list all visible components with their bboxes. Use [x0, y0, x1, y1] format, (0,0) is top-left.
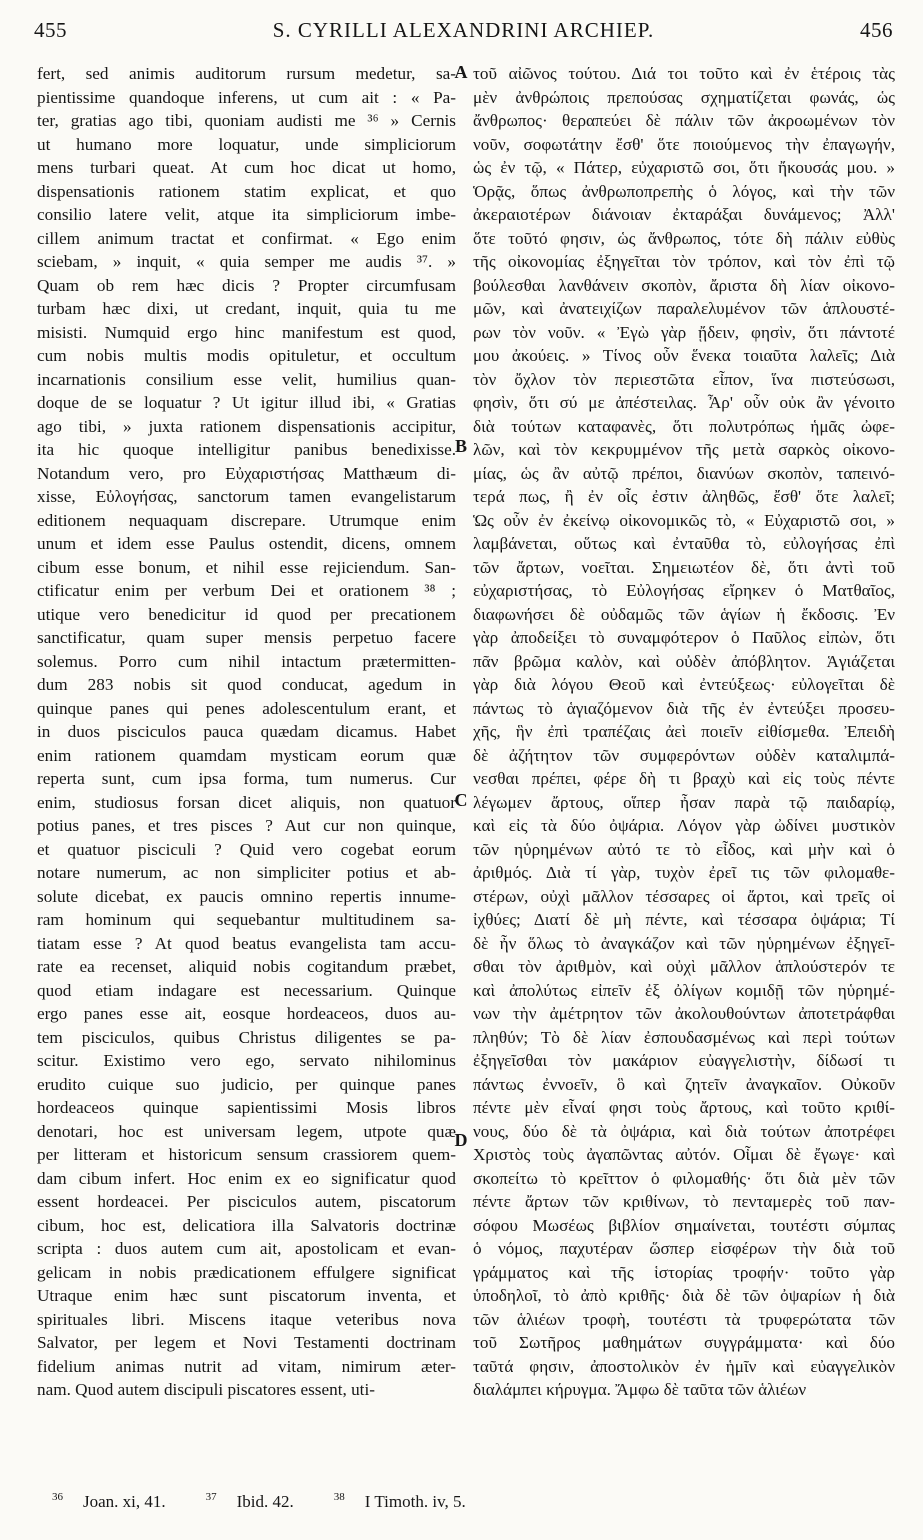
latin-text-line: enim, studiosus forsan dicet aliquis, non quatuor — [37, 792, 456, 812]
greek-text-line: τῶν ηὑρημένων αὐτό τε τὸ εἶδος, καὶ μὴν καὶ ὁ — [473, 839, 895, 859]
greek-text-line: νων τὴν ἀμέτρητον τῶν ἀκολουθούντων ἀποτετράφθαι — [473, 1004, 895, 1023]
latin-text-line: scitur. Existimo vero ego, servato nihilominus — [37, 1051, 456, 1070]
latin-text-line: ut humano more loquatur, unde simpliciorum — [37, 134, 456, 154]
latin-text-line: cibum esse bonum, et nihil esse rejiciendum. San- — [37, 557, 456, 577]
greek-text-line: τῆς οἰκονομίας ἐξηγεῖται τὸν τρόπον, καὶ τὸν ἐπὶ τῷ — [473, 252, 895, 271]
greek-text-line: πληθύν; Τὸ δὲ λίαν ἐσπουδασμένως καὶ περὶ τούτων — [473, 1027, 895, 1047]
footnote-number: 36 — [52, 1491, 63, 1503]
greek-text-line: διαφωνήσει δὲ οὐδαμῶς τῶν ἁγίων ἡ ἔκδοσις. Ἐν — [473, 604, 895, 624]
greek-text-line: πᾶν βρῶμα καλὸν, καὶ οὐδὲν ἀπόβλητον. Ἁγιάζεται — [473, 651, 895, 671]
latin-text-line: in duos pisciculos pauca quædam dicamus. Habet — [37, 722, 456, 741]
footnote — [206, 1492, 314, 1511]
greek-text-line: πέντε μὲν εἶναί φησι τοὺς ἄρτους, καὶ τοῦτο κριθί- — [473, 1098, 895, 1117]
latin-text-line: doque de se loquatur ? Ut igitur illud ibi, « Gratias — [37, 393, 456, 412]
footnote-number: 38 — [333, 1491, 345, 1503]
greek-text-line: πάντως ἐννοεῖν, ὃ καὶ ζητεῖν ἀναγκαῖον. Οὐκοῦν — [473, 1074, 895, 1094]
greek-text-line: στέρων, οὐχὶ μᾶλλον τέσσαρες οἱ ἄρτοι, καὶ τρεῖς οἱ — [473, 886, 895, 906]
latin-text-line: Quam ob rem hæc dicis ? Propter circumfusam — [37, 275, 456, 295]
greek-text-line: τοῦ αἰῶνος τούτου. Διά τοι τοῦτο καὶ ἐν ἑτέροις τὰς — [473, 64, 895, 83]
greek-text-line: Ὁρᾷς, ὅπως ἀνθρωποπρεπὴς ὁ λόγος, καὶ τὴν τῶν — [473, 181, 895, 201]
greek-text-line: μίας, ὡς ἂν αὐτῷ πρέποι, διανύων σκοπὸν, ταπεινό- — [473, 463, 895, 483]
latin-text-line: nam. Quod autem discipuli piscatores essent, uti- — [37, 1380, 375, 1399]
greek-text-line: ὑποδηλοῖ, τὸ ἀπὸ κριθῆς· διὰ δὲ τῶν ὀψαρίων ἡ διὰ — [473, 1286, 895, 1305]
greek-text-line: ρων τὸν νοῦν. « Ἐγὼ γὰρ ᾔδειν, φησὶν, ὅτι πάντοτέ — [473, 322, 895, 342]
latin-text-line: utique vero benedicitur id quod per precationem — [37, 604, 456, 624]
greek-text-line: σθαι τὸν ἀριθμὸν, καὶ οὐχὶ μᾶλλον ἁπλούστερόν τε — [473, 957, 895, 976]
latin-text-line: rate ea recenset, aliquid nobis cogitandum præbet, — [37, 957, 456, 976]
greek-text-line: καὶ ἀπολύτως εἰπεῖν ἐξ ὀλίγων κομιδῇ τῶν ηὑρημέ- — [473, 980, 895, 1000]
greek-text-line: πέντε ἄρτων τῶν κριθίνων, τὸ πενταμερὲς τοῦ παν- — [473, 1192, 895, 1211]
greek-text-line: εὐχαριστήσας, τὸ Εὐλογήσας εἴρηκεν ὁ Ματθαῖος, — [473, 581, 895, 600]
greek-text-line: δὲ ἦν ὅλως τὸ ἀναγκάζον καὶ τῶν ηὑρημένων ἐξηγεῖ- — [473, 933, 895, 953]
latin-text-line: dispensationis rationem statim explicat, et quo — [37, 181, 456, 201]
greek-text-line: καὶ εἰς τὰ δύο ὀψάρια. Λόγον γὰρ ὠδίνει μυστικὸν — [473, 816, 895, 835]
greek-text-line: πάντως τὸ ἁγιαζόμενον διὰ τῆς ἐν ἐντεύξει προσευ- — [473, 698, 895, 718]
latin-text-line: potius panes, et tres pisces ? Aut cur non quinque, — [37, 816, 456, 835]
greek-text-line: μὲν ἀνθρώποις πρεπούσας σχηματίζεται φωνάς, ὡς — [473, 87, 895, 107]
greek-text-line: τοῦ Σωτῆρος μαθημάτων συγγράμματα· καὶ δύο — [473, 1333, 895, 1352]
greek-text-line: σκοπείτω τὸ κρεῖττον ὁ φιλομαθής· ὅτι διὰ μὲν τῶν — [473, 1168, 895, 1188]
footnote — [334, 1492, 486, 1511]
greek-text-line: τῶν ἁλιέων τροφὴ, τουτέστι τὰ τρυφερώτατα τῶν — [473, 1309, 895, 1329]
greek-text-line: τὸν ὄχλον τὸν περιεστῶτα εἶπον, ἵνα πιστεύσωσι, — [473, 369, 895, 389]
latin-text-line: ita hic quoque intelligitur panibus benedixisse. — [37, 440, 456, 459]
latin-text-line: reperta sunt, cum ipsa forma, tum numerus. Cur — [37, 769, 456, 788]
latin-text-line: scripta : duos autem cum ait, apostolicam et evan- — [37, 1239, 456, 1258]
section-marker-a: A — [454, 62, 468, 82]
latin-text-line: consilio latere velit, atque ita simpliciorum imbe- — [37, 205, 456, 224]
latin-text-line: quod etiam indagare est necessarium. Quinque — [37, 980, 456, 1000]
section-marker-b: B — [454, 436, 467, 456]
greek-text-line: χῆς, ἣν ἐπὶ τραπέζαις ἀεὶ ποιεῖν εἰθίσμεθα. Ἐπειδὴ — [473, 722, 895, 741]
footnote-number: 37 — [205, 1491, 217, 1503]
latin-text-line: notare numerum, ac non simpliciter potius et ab- — [37, 863, 456, 882]
greek-text-line: μου ἀκούεις. » Τίνος οὖν ἕνεκα τοιαῦτα λαλεῖς; Διὰ — [473, 346, 895, 365]
section-marker-c: C — [454, 790, 468, 810]
footnote — [52, 1492, 186, 1511]
footnotes — [52, 1491, 472, 1512]
greek-text-line: ἀριθμός. Διὰ τί γὰρ, τυχὸν ἐρεῖ τις τῶν φιλομαθε- — [473, 863, 895, 882]
greek-text-line: γράμματος καὶ τῆς ἱστορίας τροφήν· τοῦτο γὰρ — [473, 1262, 895, 1282]
greek-text-line: διὰ τούτων καταφανὲς, ὅτι πολυτρόπως ἡμᾶς ὠφε- — [473, 416, 895, 436]
latin-text-line: spirituales libri. Miscens itaque veteribus nova — [37, 1309, 456, 1329]
section-marker-d: D — [454, 1130, 468, 1150]
latin-column — [37, 62, 456, 1402]
greek-text-line: γὰρ διὰ λόγου Θεοῦ καὶ ἐντεύξεως· εὐλογεῖται δὲ — [473, 675, 895, 694]
latin-text-line: enim rationem quamdam mysticam eorum quæ — [37, 745, 456, 765]
greek-text-line: ὅτε τοῦτό φησιν, ὡς ἄνθρωπος, τότε δὴ πάλιν εὐθὺς — [473, 228, 895, 248]
latin-text-line: quinque panes qui penes adolescentulum erant, et — [37, 698, 456, 718]
latin-text-line: dum 283 nobis sit quod conducat, agedum in — [37, 675, 456, 694]
latin-text-line: erudito cuique suo judicio, per quinque panes — [37, 1074, 456, 1094]
footnote-reference: Joan. xi, 41. — [83, 1491, 166, 1511]
latin-text-line: cibum, hoc est, delicatiora illa Salvatoris doctrinæ — [37, 1215, 456, 1235]
latin-text-line: misisti. Numquid ergo hinc manifestum est quod, — [37, 322, 456, 342]
greek-text-line: ἐξηγεῖσθαι τὸν μακάριον εὐαγγελιστὴν, δίδωσί τι — [473, 1051, 895, 1070]
latin-text-line: dam cibum infert. Hoc enim ex eo significatur quod — [37, 1168, 456, 1188]
greek-text-line: ὡς ἐν τῷ, « Πάτερ, εὐχαριστῶ σοι, ὅτι ἤκουσάς μου. » — [473, 158, 895, 177]
page-number-right: 456 — [860, 18, 893, 42]
greek-text-line: βούλεσθαι λανθάνειν σκοπὸν, ἄριστα δὴ λίαν οἰκονο- — [473, 275, 895, 295]
latin-text-line: turbam hæc dixi, ut credant, inquit, quia tu me — [37, 299, 456, 318]
greek-text-line: μῶν, καὶ ἀνατειχίζων παραλελυμένον τῶν ἁπλουστέ- — [473, 299, 895, 318]
greek-column — [473, 62, 895, 1402]
latin-text-line: solute dicebat, ex paucis omnino repertis innume- — [37, 886, 456, 906]
latin-text-line: sciebam, » inquit, « quia semper me audis ³⁷. » — [37, 252, 456, 271]
latin-text-line: mens turbari queat. At cum hoc dicat ut homo, — [37, 158, 456, 177]
greek-text-line: λέγωμεν ἄρτους, οἵπερ ἦσαν παρὰ τῷ παιδαρίῳ, — [473, 792, 895, 812]
latin-text-line: solemus. Porro cum nihil intactum prætermitten- — [37, 651, 456, 671]
latin-text-line: Utraque enim hæc sunt piscatorum inventa, et — [37, 1286, 456, 1305]
footnote-reference: I Timoth. iv, 5. — [364, 1491, 466, 1511]
latin-text-line: Notandum vero, pro Εὐχαριστήσας Matthæum di- — [37, 463, 456, 483]
greek-text-line: νοῦν, σοφωτάτην ἔσθ' ὅτε ποιούμενος τὴν ἐπαγωγήν, — [473, 134, 895, 154]
latin-text-line: fidelium animas nutrit ad vitam, nimirum æter- — [37, 1356, 456, 1376]
greek-text-line: ἰχθύες; Διατί δὲ μὴ πέντε, καὶ τέσσαρα ὀψάρια; Τί — [473, 910, 895, 929]
latin-text-line: fert, sed animis auditorum rursum medetur, sa- — [37, 64, 456, 83]
latin-text-line: tem pisciculos, quibus Christus diligentes se pa- — [37, 1027, 456, 1047]
greek-text-line: ταῦτά φησιν, ἀποστολικὸν ἐν ἡμῖν καὶ εὐαγγελικὸν — [473, 1356, 895, 1376]
latin-text-line: incarnationis consilium esse velit, humilius quan- — [37, 369, 456, 389]
greek-text-line: νεσθαι πρέπει, φέρε δὴ τι βραχὺ καὶ εἰς τοὺς πέντε — [473, 769, 895, 788]
latin-text-line: cillem animum tractat et confirmat. « Ego enim — [37, 228, 456, 248]
latin-text-line: denotari, hoc est universam legem, utpote quæ — [37, 1121, 456, 1141]
latin-text-line: Salvator, per legem et Novi Testamenti doctrinam — [37, 1333, 456, 1352]
greek-text-line: τερά πως, ἢ ἐν οἷς ἐστιν ἀληθῶς, ἔσθ' ὅτε λαλεῖ; — [473, 487, 895, 506]
latin-text-line: et quatuor pisciculi ? Quid vero cogebat eorum — [37, 839, 456, 859]
latin-text-line: essent hordeacei. Per pisciculos autem, piscatorum — [37, 1192, 456, 1211]
footnote-reference: Ibid. 42. — [236, 1491, 294, 1511]
greek-text-line: ὁ νόμος, παχυτέραν ὥσπερ εἰσφέρων τὴν διὰ τοῦ — [473, 1239, 895, 1258]
greek-text-line: γὰρ ἀποδείξει τὸ συναμφότερον ὁ Παῦλος εἰπὼν, ὅτι — [473, 628, 895, 647]
greek-text-line: ἀκεραιοτέρων διάνοιαν ἐκταράξαι δυνάμενος; Ἀλλ' — [473, 205, 895, 224]
greek-text-line: δὲ ἀζήτητον τῶν συμφερόντων οὐδὲν καταλιμπά- — [473, 745, 895, 765]
greek-text-line: λῶν, καὶ τὸν κεκρυμμένον τῆς μετὰ σαρκὸς οἰκονο- — [473, 440, 895, 459]
latin-text-line: ter, gratias ago tibi, quoniam audisti me ³⁶ » Cernis — [37, 111, 456, 130]
greek-text-line: ἄνθρωπος· θεραπεύει δὲ πάλιν τῶν ἀκροωμένων τὸν — [473, 111, 895, 130]
greek-text-line: Χριστὸς τοὺς ἀγαπῶντας αὐτόν. Οἶμαι δὲ ἔγωγε· καὶ — [473, 1145, 895, 1164]
greek-text-line: σόφου Μωσέως βιβλίον σημαίνεται, τουτέστι σύμπας — [473, 1215, 895, 1235]
greek-text-line: φησὶν, ὅτι σύ με ἀπέστειλας. Ἆρ' οὖν οὐκ ἂν γένοιτο — [473, 393, 895, 412]
running-header — [34, 18, 893, 48]
running-title: S. CYRILLI ALEXANDRINI ARCHIEP. — [272, 18, 655, 42]
greek-text-line: Ὡς οὖν ἐν ἐκείνῳ οἰκονομικῶς τὸ, « Εὐχαριστῶ σοι, » — [473, 510, 895, 530]
latin-text-line: xisse, Εὐλογήσας, sanctorum tamen evangelistarum — [37, 487, 456, 506]
latin-text-line: gelicam in nobis prædicationem effulgere significat — [37, 1262, 456, 1282]
greek-text-line: λαμβάνεται, οὕτως καὶ ἐνταῦθα τὸ, εὐλογήσας ἐπὶ — [473, 534, 895, 553]
greek-text-line: νους, δύο δὲ τὰ ὀψάρια, καὶ διὰ τούτων ἀποτρέφει — [473, 1121, 895, 1141]
latin-text-line: ctificatur enim per verbum Dei et orationem ³⁸ ; — [37, 581, 456, 600]
latin-text-line: sanctificatur, quam super mensis perpetuo facere — [37, 628, 456, 647]
latin-text-line: per litteram et historicum sensum crassiorem quem- — [37, 1145, 456, 1164]
latin-text-line: cum nobis multis modis opituletur, et occultum — [37, 346, 456, 365]
latin-text-line: tiatam esse ? At quod beatus evangelista tam accu- — [37, 933, 456, 953]
page-number-left: 455 — [34, 18, 67, 42]
greek-text-line: τῶν ἄρτων, νοεῖται. Σημειωτέον δὲ, ὅτι ἀντὶ τοῦ — [473, 557, 895, 577]
latin-text-line: ergo panes esse ait, eosque hordeaceos, duos au- — [37, 1004, 456, 1023]
greek-text-line: διαλάμπει κήρυγμα. Ἄμφω δὲ ταῦτα τῶν ἁλιέων — [473, 1380, 807, 1399]
latin-text-line: pientissime quandoque inferens, ut cum ait : « Pa- — [37, 87, 456, 107]
latin-text-line: hordeaceos quinque sapientissimi Mosis libros — [37, 1098, 456, 1117]
latin-text-line: editionem nequaquam discrepare. Utrumque enim — [37, 510, 456, 530]
latin-text-line: unum et idem esse Paulus ostendit, dicens, omnem — [37, 534, 456, 553]
latin-text-line: ago tibi, » juxta rationem dispensationis accipitur, — [37, 416, 456, 436]
latin-text-line: ram hominum qui sequebantur multitudinem sa- — [37, 910, 456, 929]
